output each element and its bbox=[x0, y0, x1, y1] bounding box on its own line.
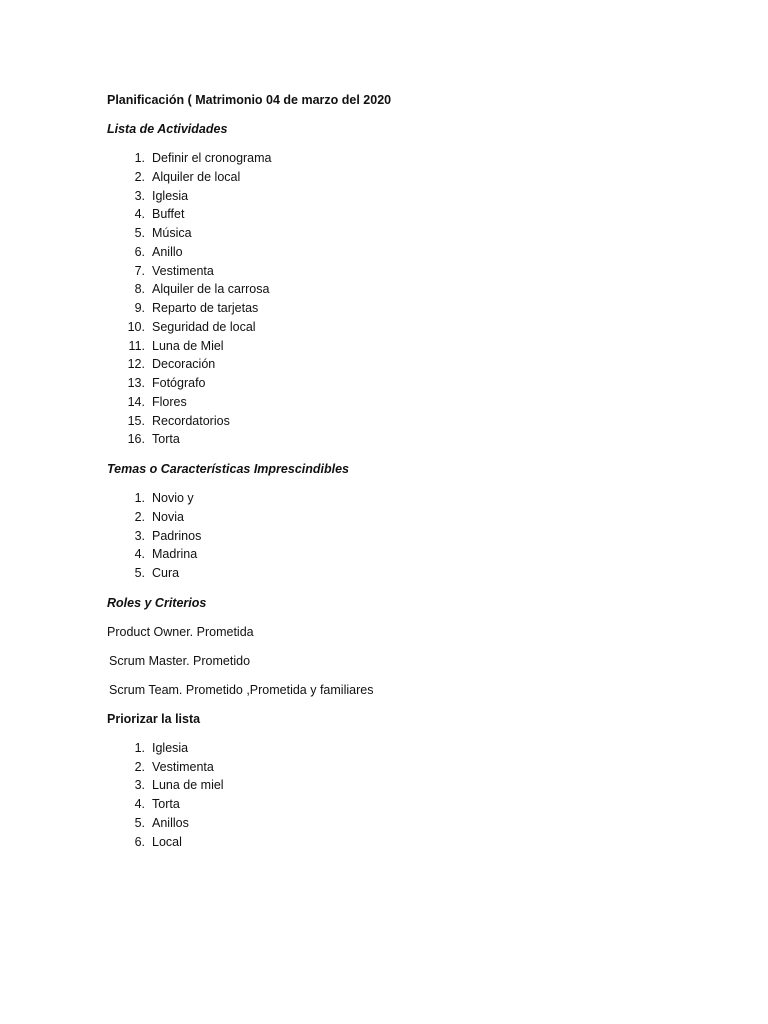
document-title: Planificación ( Matrimonio 04 de marzo del 2020 bbox=[107, 93, 392, 107]
list-item bbox=[107, 489, 707, 508]
list-item-text: Flores bbox=[152, 394, 187, 409]
list-item bbox=[107, 168, 707, 187]
list-item-text: Anillos bbox=[152, 815, 189, 830]
list-item-number: 5. bbox=[134, 226, 145, 240]
list-item bbox=[107, 739, 707, 758]
list-item-number: 13. bbox=[127, 376, 145, 390]
list-item-number: 9. bbox=[134, 301, 145, 315]
list-item bbox=[107, 795, 707, 814]
list-item-number: 8. bbox=[134, 282, 145, 297]
list-item-text: Madrina bbox=[152, 547, 198, 562]
list-item-text: Torta bbox=[152, 797, 180, 811]
list-item-text: Luna de miel bbox=[152, 778, 224, 793]
role-product-owner: Product Owner. Prometida bbox=[107, 624, 254, 639]
list-item bbox=[107, 243, 707, 262]
list-item bbox=[107, 262, 707, 281]
list-item bbox=[107, 508, 707, 527]
list-item-text: Iglesia bbox=[152, 188, 189, 203]
list-item-text: Alquiler de la carrosa bbox=[152, 282, 270, 297]
list-item-text: Música bbox=[152, 226, 192, 240]
list-item-number: 3. bbox=[134, 528, 145, 543]
list-item-text: Alquiler de local bbox=[152, 169, 241, 184]
list-item bbox=[107, 224, 707, 243]
document-body bbox=[107, 91, 707, 862]
list-item bbox=[107, 337, 707, 356]
list-item-number: 6. bbox=[134, 834, 145, 849]
list-item-text: Buffet bbox=[152, 207, 185, 222]
list-item-number: 1. bbox=[134, 151, 145, 165]
list-item-number: 7. bbox=[134, 263, 145, 278]
list-priorizar bbox=[107, 739, 707, 852]
section-heading-temas: Temas o Características Imprescindibles bbox=[107, 462, 350, 476]
list-item bbox=[107, 814, 707, 833]
list-item-number: 16. bbox=[127, 432, 145, 447]
list-item-text: Local bbox=[152, 834, 182, 849]
list-item bbox=[107, 355, 707, 374]
list-item-number: 6. bbox=[134, 244, 145, 259]
list-item-text: Recordatorios bbox=[152, 413, 230, 428]
list-item-text: Novia bbox=[152, 509, 184, 524]
list-item-text: Torta bbox=[152, 432, 180, 447]
list-item-number: 1. bbox=[134, 491, 145, 505]
list-item bbox=[107, 374, 707, 393]
list-item bbox=[107, 393, 707, 412]
list-item bbox=[107, 833, 707, 852]
list-item-number: 5. bbox=[134, 566, 145, 580]
list-item-number: 10. bbox=[127, 319, 145, 334]
list-item-number: 15. bbox=[127, 413, 145, 428]
list-item-number: 2. bbox=[134, 509, 145, 524]
list-item bbox=[107, 545, 707, 564]
section-heading-roles: Roles y Criterios bbox=[107, 595, 207, 610]
list-temas bbox=[107, 489, 707, 583]
section-heading-priorizar: Priorizar la lista bbox=[107, 711, 201, 726]
list-item-number: 3. bbox=[134, 778, 145, 793]
list-item-number: 1. bbox=[134, 740, 145, 755]
list-item-text: Fotógrafo bbox=[152, 376, 206, 390]
list-item bbox=[107, 280, 707, 299]
list-item bbox=[107, 430, 707, 449]
list-item bbox=[107, 205, 707, 224]
list-item-number: 2. bbox=[134, 169, 145, 184]
list-item-text: Cura bbox=[152, 566, 180, 580]
list-item-text: Vestimenta bbox=[152, 263, 214, 278]
list-item-text: Anillo bbox=[152, 244, 183, 259]
list-item-text: Luna de Miel bbox=[152, 338, 224, 353]
list-item-text: Seguridad de local bbox=[152, 319, 256, 334]
list-item-text: Padrinos bbox=[152, 528, 202, 543]
role-scrum-master: Scrum Master. Prometido bbox=[109, 653, 251, 668]
list-item-number: 14. bbox=[127, 394, 145, 409]
role-scrum-team: Scrum Team. Prometido ,Prometida y familiares bbox=[109, 682, 374, 697]
list-item-number: 11. bbox=[128, 338, 145, 353]
list-item bbox=[107, 527, 707, 546]
list-item-text: Decoración bbox=[152, 357, 216, 372]
list-item bbox=[107, 149, 707, 168]
list-item-text: Definir el cronograma bbox=[152, 151, 272, 165]
list-item-text: Iglesia bbox=[152, 740, 189, 755]
list-item-text: Vestimenta bbox=[152, 759, 214, 774]
list-item-text: Reparto de tarjetas bbox=[152, 301, 259, 315]
section-heading-actividades: Lista de Actividades bbox=[107, 122, 228, 136]
list-item bbox=[107, 776, 707, 795]
list-item-text: Novio y bbox=[152, 491, 194, 505]
list-actividades bbox=[107, 149, 707, 449]
list-item-number: 4. bbox=[134, 547, 145, 562]
list-item bbox=[107, 318, 707, 337]
list-item-number: 2. bbox=[134, 759, 145, 774]
list-item-number: 4. bbox=[134, 797, 145, 811]
list-item-number: 12. bbox=[127, 357, 145, 372]
list-item bbox=[107, 299, 707, 318]
list-item bbox=[107, 758, 707, 777]
list-item bbox=[107, 187, 707, 206]
list-item bbox=[107, 412, 707, 431]
list-item-number: 5. bbox=[134, 815, 145, 830]
list-item-number: 3. bbox=[134, 188, 145, 203]
list-item bbox=[107, 564, 707, 583]
list-item-number: 4. bbox=[134, 207, 145, 222]
